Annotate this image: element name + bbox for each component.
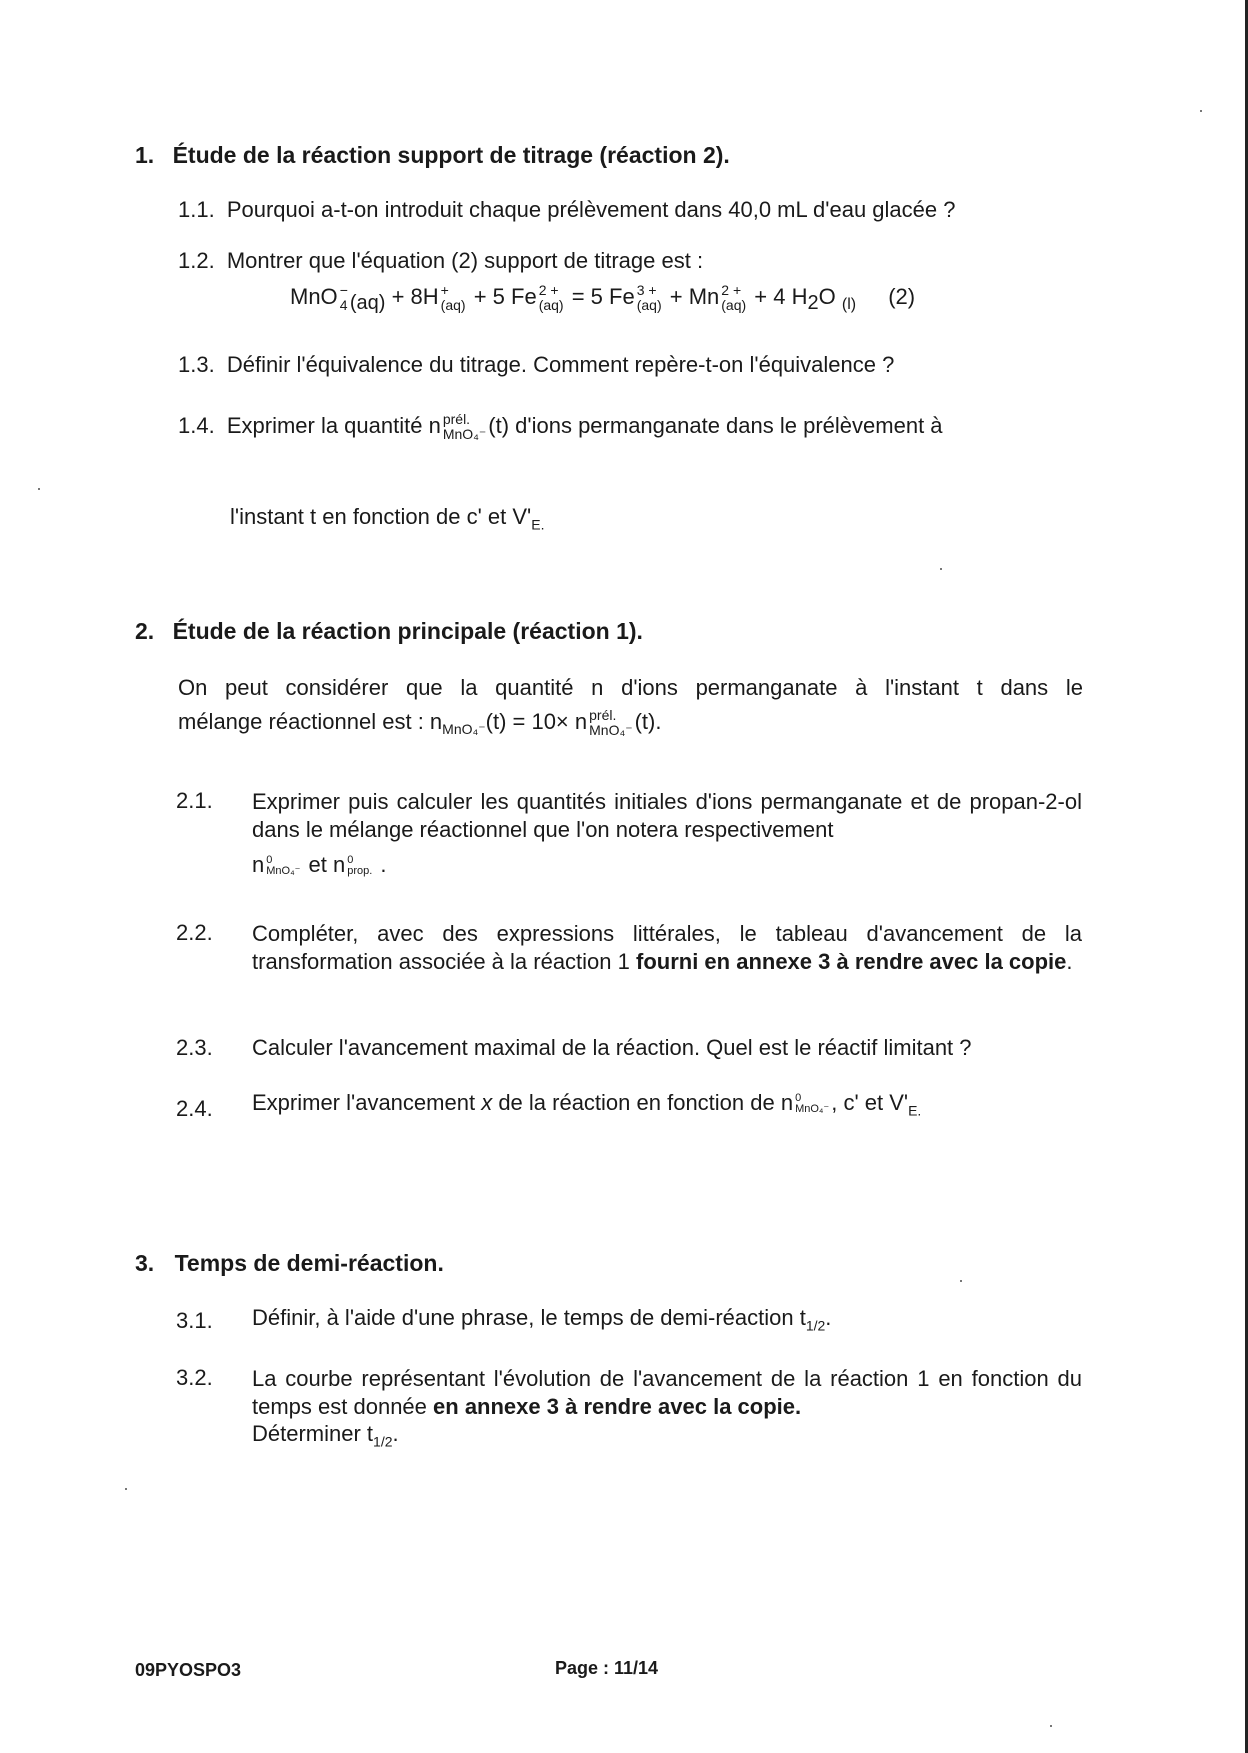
eq-label: (2) <box>888 283 916 309</box>
intro-text: (t). <box>634 708 662 734</box>
section-2-intro-line2 <box>178 708 661 738</box>
question-bold-text: fourni en annexe 3 à rendre avec la copie <box>636 949 1067 974</box>
question-1-2 <box>178 248 703 274</box>
exam-code: 09PYOSPO3 <box>135 1660 242 1680</box>
section-2-intro-line1: On peut considérer que la quantité n d'ions permanganate à l'instant t dans le <box>178 675 1083 700</box>
titration-equation <box>290 283 915 313</box>
variable-x: x <box>481 1090 493 1115</box>
question-text: Définir, à l'aide d'une phrase, le temps de demi-réaction t <box>252 1305 806 1330</box>
subscript: 1/2 <box>805 1317 826 1334</box>
eq-state: (aq) <box>721 297 747 313</box>
scan-speck <box>960 1280 962 1282</box>
superscript: prél. <box>589 707 617 723</box>
question-text: n <box>252 852 265 877</box>
question-1-1 <box>178 197 955 223</box>
eq-charge: − <box>339 282 348 298</box>
section-1-title: Étude de la réaction support de titrage (réaction 2). <box>172 142 730 168</box>
eq-charge: + <box>440 282 449 298</box>
section-3-number: 3. <box>135 1250 155 1276</box>
subscript: MnO₄⁻ <box>589 722 633 738</box>
question-text: Exprimer puis calculer les quantités initiales d'ions permanganate et de propan-2-ol dans le mélange réactionnel que l'on notera respectivement <box>252 789 1082 842</box>
eq-fe3: = 5 Fe <box>571 283 635 309</box>
question-text: . <box>392 1421 399 1446</box>
eq-h: + 8H <box>391 283 439 309</box>
question-number: 1.4. <box>178 412 215 438</box>
question-text: Déterminer t <box>252 1421 374 1446</box>
question-number: 1.2. <box>178 248 215 273</box>
section-2-heading <box>135 618 643 645</box>
subscript: E. <box>531 516 545 533</box>
question-number: 1.3. <box>178 352 215 377</box>
eq-index: 4 <box>339 297 348 313</box>
eq-state: (aq) <box>636 297 662 313</box>
question-2-1-line3 <box>252 852 387 878</box>
eq-charge: 3 + <box>636 282 657 298</box>
question-2-3: Calculer l'avancement maximal de la réaction. Quel est le réactif limitant ? <box>252 1035 972 1060</box>
section-1-number: 1. <box>135 142 155 168</box>
question-text: . <box>1066 949 1073 974</box>
question-text: Montrer que l'équation (2) support de titrage est : <box>226 248 704 273</box>
question-1-4 <box>178 412 1083 442</box>
question-3-1 <box>252 1305 832 1334</box>
superscript: 0 <box>266 854 273 867</box>
scan-speck <box>1200 110 1202 112</box>
subscript: 1/2 <box>373 1433 393 1450</box>
question-number: 3.1. <box>176 1308 213 1333</box>
question-text: . <box>380 852 387 877</box>
subscript: MnO₄⁻ <box>442 426 487 442</box>
question-text: Pourquoi a-t-on introduit chaque prélèvement dans 40,0 mL d'eau glacée ? <box>226 197 956 222</box>
eq-charge: 2 + <box>538 282 559 298</box>
question-number: 2.2. <box>176 920 213 945</box>
question-1-4-line2 <box>230 504 545 533</box>
eq-state: (aq) <box>349 292 386 315</box>
question-text: Exprimer la quantité n <box>226 412 441 438</box>
question-text: . <box>825 1305 832 1330</box>
question-text: Exprimer l'avancement <box>252 1090 476 1115</box>
eq-o: O <box>818 283 836 309</box>
eq-h2o: + 4 H <box>754 283 808 309</box>
question-text: de la réaction en fonction de n <box>498 1090 794 1115</box>
subscript: prop. <box>347 865 373 878</box>
subscript: MnO₄⁻ <box>266 865 301 878</box>
question-text: La courbe représentant l'évolution de l'avancement de la réaction 1 en fonction du temps est donnée <box>252 1366 1082 1419</box>
scan-speck <box>125 1488 127 1490</box>
eq-index: 2 <box>807 292 819 315</box>
page-number: Page : 11/14 <box>555 1658 659 1678</box>
question-2-2 <box>252 920 1082 976</box>
eq-state: (aq) <box>440 297 466 313</box>
question-3-2-line3 <box>252 1421 399 1450</box>
question-number: 2.1. <box>176 788 213 813</box>
eq-charge: 2 + <box>721 282 742 298</box>
intro-text: mélange réactionnel est : n <box>178 708 443 734</box>
section-2-title: Étude de la réaction principale (réaction 1). <box>172 618 643 644</box>
question-bold-text: en annexe 3 à rendre avec la copie. <box>433 1394 802 1419</box>
question-2-1 <box>252 788 1082 844</box>
question-number: 1.1. <box>178 197 215 222</box>
question-text: Compléter, avec des expressions littérales, le tableau d'avancement de la transformation associée à la réaction 1 <box>252 921 1082 974</box>
question-number: 2.4. <box>176 1096 213 1121</box>
subscript: E. <box>908 1102 922 1119</box>
question-2-4 <box>252 1090 922 1119</box>
superscript: 0 <box>347 854 354 867</box>
subscript: MnO₄⁻ <box>795 1103 830 1116</box>
question-3-2 <box>252 1365 1082 1421</box>
question-1-3 <box>178 352 894 378</box>
scan-speck <box>38 488 40 490</box>
question-text: (t) d'ions permanganate dans le prélèvement à <box>488 412 943 438</box>
subscript: MnO₄⁻ <box>442 721 486 738</box>
question-text: et n <box>308 852 346 877</box>
eq-state: (aq) <box>538 297 564 313</box>
scan-speck <box>1050 1725 1052 1727</box>
question-number: 3.2. <box>176 1365 213 1390</box>
superscript: prél. <box>442 411 471 427</box>
section-3-heading <box>135 1250 444 1277</box>
section-2-number: 2. <box>135 618 155 644</box>
eq-mno4: MnO <box>290 283 338 309</box>
scan-speck <box>940 568 942 570</box>
eq-mn: + Mn <box>669 283 720 309</box>
question-text: , c' et V' <box>831 1090 909 1115</box>
section-1-heading <box>135 142 730 169</box>
intro-text: (t) = 10× n <box>485 708 588 734</box>
question-text: Définir l'équivalence du titrage. Comment repère-t-on l'équivalence ? <box>226 352 895 377</box>
question-number: 2.3. <box>176 1035 213 1060</box>
question-text: l'instant t en fonction de c' et V' <box>230 504 532 529</box>
superscript: 0 <box>795 1092 802 1105</box>
eq-state: (l) <box>841 296 857 314</box>
eq-fe2: + 5 Fe <box>473 283 537 309</box>
section-3-title: Temps de demi-réaction. <box>174 1250 444 1276</box>
